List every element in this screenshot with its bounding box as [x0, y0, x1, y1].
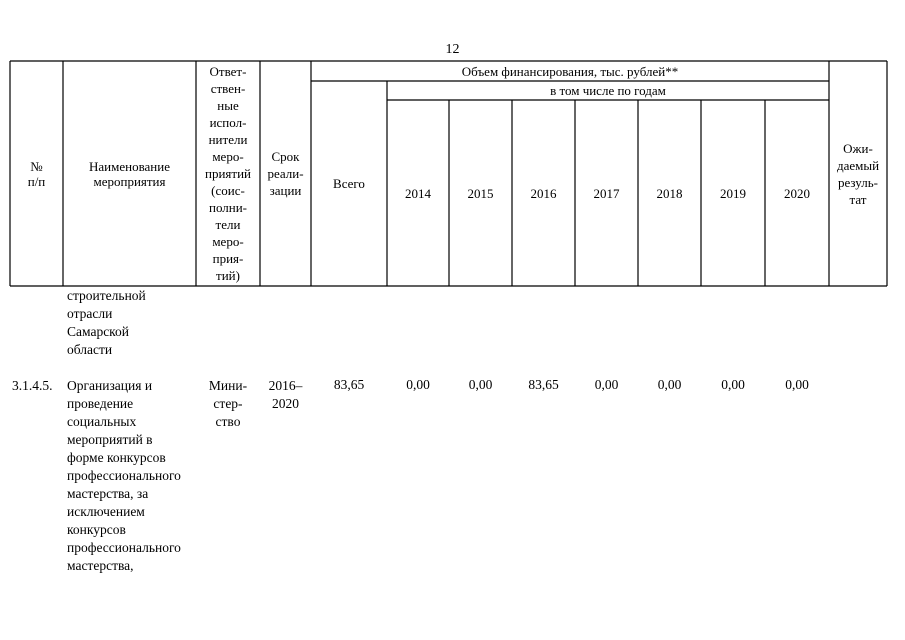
header-financing-title: Объем финансирования, тыс. рублей**: [461, 63, 679, 79]
header-total: Всего: [333, 176, 365, 191]
header-year-2018: 2018: [656, 185, 683, 201]
header-year-2019: 2019: [720, 185, 746, 201]
header-by-years-title: в том числе по годам: [550, 83, 666, 98]
row-year-2020: 0,00: [785, 377, 809, 392]
row-number: 3.1.4.5.: [12, 378, 53, 393]
header-name: Наименование мероприятия: [89, 158, 170, 189]
header-responsible: Ответ- ствен- ные испол- нители меро- приятий (соис- полни- тели меро- прия- тий): [205, 64, 251, 283]
row-name: Организация и проведение социальных мероприятий в форме конкурсов профессионального мастерства, за исключением конкурсов профессионального мастерства,: [67, 378, 181, 573]
row-year-2018: 0,00: [657, 377, 682, 392]
header-year-2020: 2020: [784, 185, 810, 201]
header-year-2016: 2016: [530, 185, 557, 201]
page-number: 12: [445, 42, 460, 57]
row-year-2015: 0,00: [468, 377, 493, 392]
header-num: № п/п: [27, 158, 46, 189]
header-year-2015: 2015: [467, 185, 494, 201]
row-year-2019: 0,00: [721, 377, 745, 392]
row-year-2017: 0,00: [594, 377, 619, 392]
header-result: Ожи- даемый резуль- тат: [836, 140, 880, 207]
row-year-2016: 83,65: [528, 377, 559, 392]
continued-text: строительной отрасли Самарской области: [67, 288, 146, 357]
header-year-2014: 2014: [405, 185, 431, 201]
header-term: Срок реали- зации: [267, 149, 304, 198]
row-responsible: Мини- стер- ство: [208, 378, 248, 429]
row-term: 2016– 2020: [268, 378, 303, 411]
row-year-2014: 0,00: [406, 377, 430, 392]
header-year-2017: 2017: [593, 185, 620, 201]
row-total: 83,65: [333, 377, 365, 392]
